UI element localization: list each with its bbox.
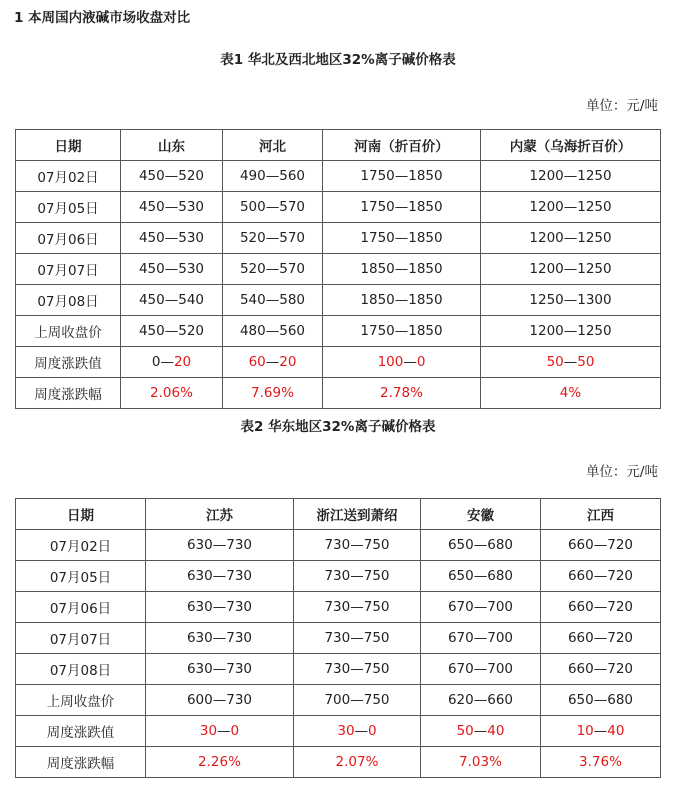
- table2-date-cell: 07月02日: [16, 530, 146, 561]
- table1-date-cell: 07月05日: [16, 192, 121, 223]
- table2-price-cell: 600—730: [146, 685, 294, 716]
- table1-price-cell: 450—530: [121, 223, 223, 254]
- table1-price-cell: 1200—1250: [481, 161, 661, 192]
- table1-header-row: [16, 130, 661, 161]
- change-separator: —: [217, 723, 231, 739]
- table1-price-cell: 1750—1850: [323, 316, 481, 347]
- change-separator: —: [473, 723, 488, 739]
- table1-price-cell: 480—560: [223, 316, 323, 347]
- table2-price-cell: 630—730: [146, 654, 294, 685]
- table1-price-cell: 1200—1250: [481, 223, 661, 254]
- table1-header-cell: 山东: [121, 130, 223, 161]
- change-low-value: 30: [337, 723, 355, 739]
- table1-price-cell: 1250—1300: [481, 285, 661, 316]
- table2-price-cell: 660—720: [541, 561, 661, 592]
- change-low-value: 50: [546, 354, 564, 370]
- change-low-value: 100: [377, 354, 404, 370]
- table1-price-cell: 1200—1250: [481, 316, 661, 347]
- table1-price-cell: 1750—1850: [323, 223, 481, 254]
- table2-price-cell: 660—720: [541, 592, 661, 623]
- table1-row: [16, 192, 661, 223]
- table2-header-cell: 安徽: [421, 499, 541, 530]
- table2-price-cell: 670—700: [421, 592, 541, 623]
- table2-change-label: 周度涨跌值: [16, 716, 146, 747]
- change-low-value: 0: [151, 354, 161, 370]
- table1-pct-cell: 4%: [481, 378, 661, 409]
- change-separator: —: [593, 723, 608, 739]
- table1-date-cell: 上周收盘价: [16, 316, 121, 347]
- table1-price-cell: 450—530: [121, 192, 223, 223]
- table1-row: [16, 316, 661, 347]
- change-high-value: 0: [368, 723, 377, 739]
- section-title: 1 本周国内液碱市场收盘对比: [14, 10, 191, 26]
- table1-change-cell: [121, 347, 223, 378]
- table2-pct-cell: 2.07%: [294, 747, 421, 778]
- change-low-value: 50: [456, 723, 474, 739]
- table2-pct-cell: 2.26%: [146, 747, 294, 778]
- change-high-value: 40: [607, 723, 625, 739]
- table2-price-cell: 670—700: [421, 623, 541, 654]
- table1-header-cell: 河北: [223, 130, 323, 161]
- table2-price-cell: 660—720: [541, 530, 661, 561]
- table2-date-cell: 07月07日: [16, 623, 146, 654]
- table2-row: [16, 561, 661, 592]
- table1-pct-cell: 7.69%: [223, 378, 323, 409]
- change-separator: —: [160, 354, 174, 370]
- table1-change-label: 周度涨跌值: [16, 347, 121, 378]
- table1-price-cell: 450—520: [121, 161, 223, 192]
- change-high-value: 50: [577, 354, 595, 370]
- table2-price-cell: 630—730: [146, 592, 294, 623]
- table1-unit: 单位：元/吨: [585, 98, 658, 114]
- table1-date-cell: 07月06日: [16, 223, 121, 254]
- table2-price-cell: 650—680: [421, 530, 541, 561]
- table1-price-cell: 1850—1850: [323, 254, 481, 285]
- table1-header-cell: 内蒙（乌海折百价）: [481, 130, 661, 161]
- table2-row: [16, 623, 661, 654]
- change-high-value: 20: [173, 354, 192, 370]
- table1-header-cell: 日期: [16, 130, 121, 161]
- table2-header-cell: 江苏: [146, 499, 294, 530]
- table2-header-cell: 日期: [16, 499, 146, 530]
- table1-price-cell: 540—580: [223, 285, 323, 316]
- table1-pct-cell: 2.78%: [323, 378, 481, 409]
- table2-pct-cell: 3.76%: [541, 747, 661, 778]
- table1-pct-row: [16, 378, 661, 409]
- table1-pct-cell: 2.06%: [121, 378, 223, 409]
- table2-price-cell: 630—730: [146, 623, 294, 654]
- table2-change-cell: [421, 716, 541, 747]
- table2-row: [16, 530, 661, 561]
- table1-header-cell: 河南（折百价）: [323, 130, 481, 161]
- table1-price-cell: 450—540: [121, 285, 223, 316]
- table2-change-row: [16, 716, 661, 747]
- table1-row: [16, 254, 661, 285]
- table2-pct-row: [16, 747, 661, 778]
- change-high-value: 0: [230, 723, 240, 739]
- change-separator: —: [265, 354, 280, 370]
- table1-change-cell: [323, 347, 481, 378]
- change-high-value: 20: [279, 354, 297, 370]
- table2-title: 表2 华东地区32%离子碱价格表: [240, 419, 436, 435]
- table1-date-cell: 07月08日: [16, 285, 121, 316]
- table2-header-row: [16, 499, 661, 530]
- table2-price-cell: 620—660: [421, 685, 541, 716]
- table1-price-cell: 520—570: [223, 254, 323, 285]
- table1-price-cell: 1750—1850: [323, 161, 481, 192]
- table1-row: [16, 161, 661, 192]
- table2-price-cell: 730—750: [294, 592, 421, 623]
- table2-change-cell: [146, 716, 294, 747]
- table1-price-cell: 500—570: [223, 192, 323, 223]
- table1-change-row: [16, 347, 661, 378]
- table1-row: [16, 285, 661, 316]
- table2-price-cell: 660—720: [541, 623, 661, 654]
- table2-price-cell: 730—750: [294, 623, 421, 654]
- table2-date-cell: 07月08日: [16, 654, 146, 685]
- table2-price-cell: 670—700: [421, 654, 541, 685]
- table2-date-cell: 上周收盘价: [16, 685, 146, 716]
- table2-price-cell: 660—720: [541, 654, 661, 685]
- table1-change-cell: [223, 347, 323, 378]
- table2-unit: 单位：元/吨: [585, 464, 658, 480]
- table1: [15, 129, 661, 409]
- change-low-value: 10: [576, 723, 594, 739]
- change-separator: —: [354, 723, 369, 739]
- table1-price-cell: 1200—1250: [481, 254, 661, 285]
- table1-change-cell: [481, 347, 661, 378]
- table2-header-cell: 浙江送到萧绍: [294, 499, 421, 530]
- change-low-value: 30: [199, 723, 218, 739]
- table2-price-cell: 730—750: [294, 561, 421, 592]
- table1-date-cell: 07月07日: [16, 254, 121, 285]
- table2: [15, 498, 661, 778]
- table2-price-cell: 730—750: [294, 530, 421, 561]
- table2-row: [16, 654, 661, 685]
- change-high-value: 40: [487, 723, 505, 739]
- table1-pct-label: 周度涨跌幅: [16, 378, 121, 409]
- table1-price-cell: 490—560: [223, 161, 323, 192]
- table2-price-cell: 700—750: [294, 685, 421, 716]
- table2-header-cell: 江西: [541, 499, 661, 530]
- table2-pct-label: 周度涨跌幅: [16, 747, 146, 778]
- table1-title: 表1 华北及西北地区32%离子碱价格表: [220, 52, 456, 68]
- change-separator: —: [563, 354, 578, 370]
- table1-date-cell: 07月02日: [16, 161, 121, 192]
- table2-date-cell: 07月05日: [16, 561, 146, 592]
- table2-date-cell: 07月06日: [16, 592, 146, 623]
- table1-price-cell: 520—570: [223, 223, 323, 254]
- table1-price-cell: 1750—1850: [323, 192, 481, 223]
- table1-price-cell: 1200—1250: [481, 192, 661, 223]
- table2-row: [16, 685, 661, 716]
- table2-price-cell: 630—730: [146, 530, 294, 561]
- table1-row: [16, 223, 661, 254]
- table1-price-cell: 450—520: [121, 316, 223, 347]
- change-low-value: 60: [248, 354, 266, 370]
- table2-price-cell: 730—750: [294, 654, 421, 685]
- table2-price-cell: 650—680: [541, 685, 661, 716]
- table1-price-cell: 1850—1850: [323, 285, 481, 316]
- change-high-value: 0: [416, 354, 426, 370]
- table2-price-cell: 650—680: [421, 561, 541, 592]
- table2-pct-cell: 7.03%: [421, 747, 541, 778]
- table2-row: [16, 592, 661, 623]
- table2-change-cell: [541, 716, 661, 747]
- table2-change-cell: [294, 716, 421, 747]
- table2-price-cell: 630—730: [146, 561, 294, 592]
- table1-price-cell: 450—530: [121, 254, 223, 285]
- change-separator: —: [403, 354, 417, 370]
